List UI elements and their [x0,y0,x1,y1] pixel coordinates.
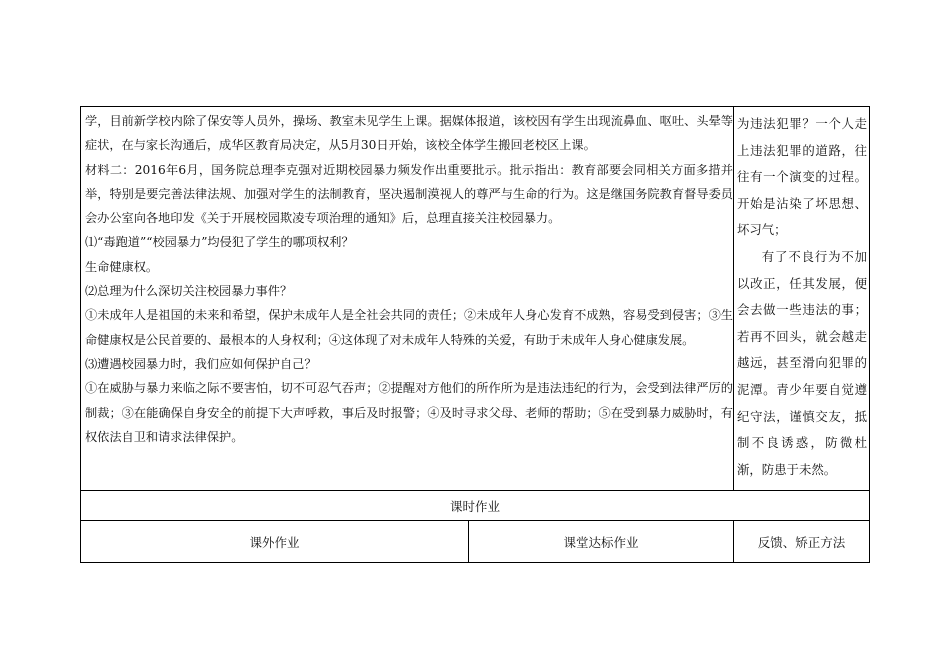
feedback-column-header: 反馈、矫正方法 [757,535,846,550]
question: ⑵总理为什么深切关注校园暴力事件？ [85,284,293,299]
answer: ①在威胁与暴力来临之际不要害怕，切不可忍气吞声；②提醒对方他们的所作所为是违法违纪的行为，会受到法律严厉的制裁；③在能确保自身安全的前提下大声呼救，事后及时报警；④及时寻求父母、老师的帮助；⑤在受到暴力威胁时，有权依法自卫和请求法律保护。 [85,381,733,444]
material-content [85,109,733,449]
paragraph: 材料二：2016年6月，国务院总理李克强对近期校园暴力频发作出重要批示。批示指出：教育部要会同相关方面多措并举，特别是要完善法律法规、加强对学生的法制教育，坚决遏制漠视人的尊严与生命的行为。这是继国务院教育督导委员会办公室向各地印发《关于开展校园欺凌专项治理的通知》后，总理直接关注校园暴力。 [85,162,733,226]
paragraph: 学，目前新学校内除了保安等人员外，操场、教室未见学生上课。据媒体报道，该校因有学生出现流鼻血、呕吐、头晕等症状，在与家长沟通后，成华区教育局决定，从5月30日开始，该校全体学生搬回老校区上课。 [85,114,733,153]
answer: ①未成年人是祖国的未来和希望，保护未成年人是全社会共同的责任；②未成年人身心发育不成熟，容易受到侵害；③生命健康权是公民首要的、最根本的人身权利；④这体现了对未成年人特殊的关爱，有助于未成年人身心健康发展。 [85,308,733,347]
side-paragraph: 有了不良行为不加以改正，任其发展，便会去做一些违法的事；若再不回头，就会越走越远，甚至滑向犯罪的泥潭。青少年要自觉遵纪守法，谨慎交友，抵制不良诱惑，防微杜渐，防患于未然。 [737,248,867,477]
side-paragraph: 为违法犯罪？一个人走上违法犯罪的道路，往往有一个演变的过程。开始是沾染了坏思想、坏习气； [737,116,867,238]
question: ⑶遭遇校园暴力时，我们应如何保护自己？ [85,356,317,371]
section-title: 课时作业 [449,498,500,514]
lesson-table [80,106,870,563]
side-notes [737,111,867,483]
answer: 生命健康权。 [85,259,159,274]
question: ⑴“毒跑道”“校园暴力”均侵犯了学生的哪项权利？ [85,235,354,250]
classwork-column-header: 课堂达标作业 [563,535,639,550]
column-divider [733,107,734,490]
homework-column-header: 课外作业 [249,535,300,550]
